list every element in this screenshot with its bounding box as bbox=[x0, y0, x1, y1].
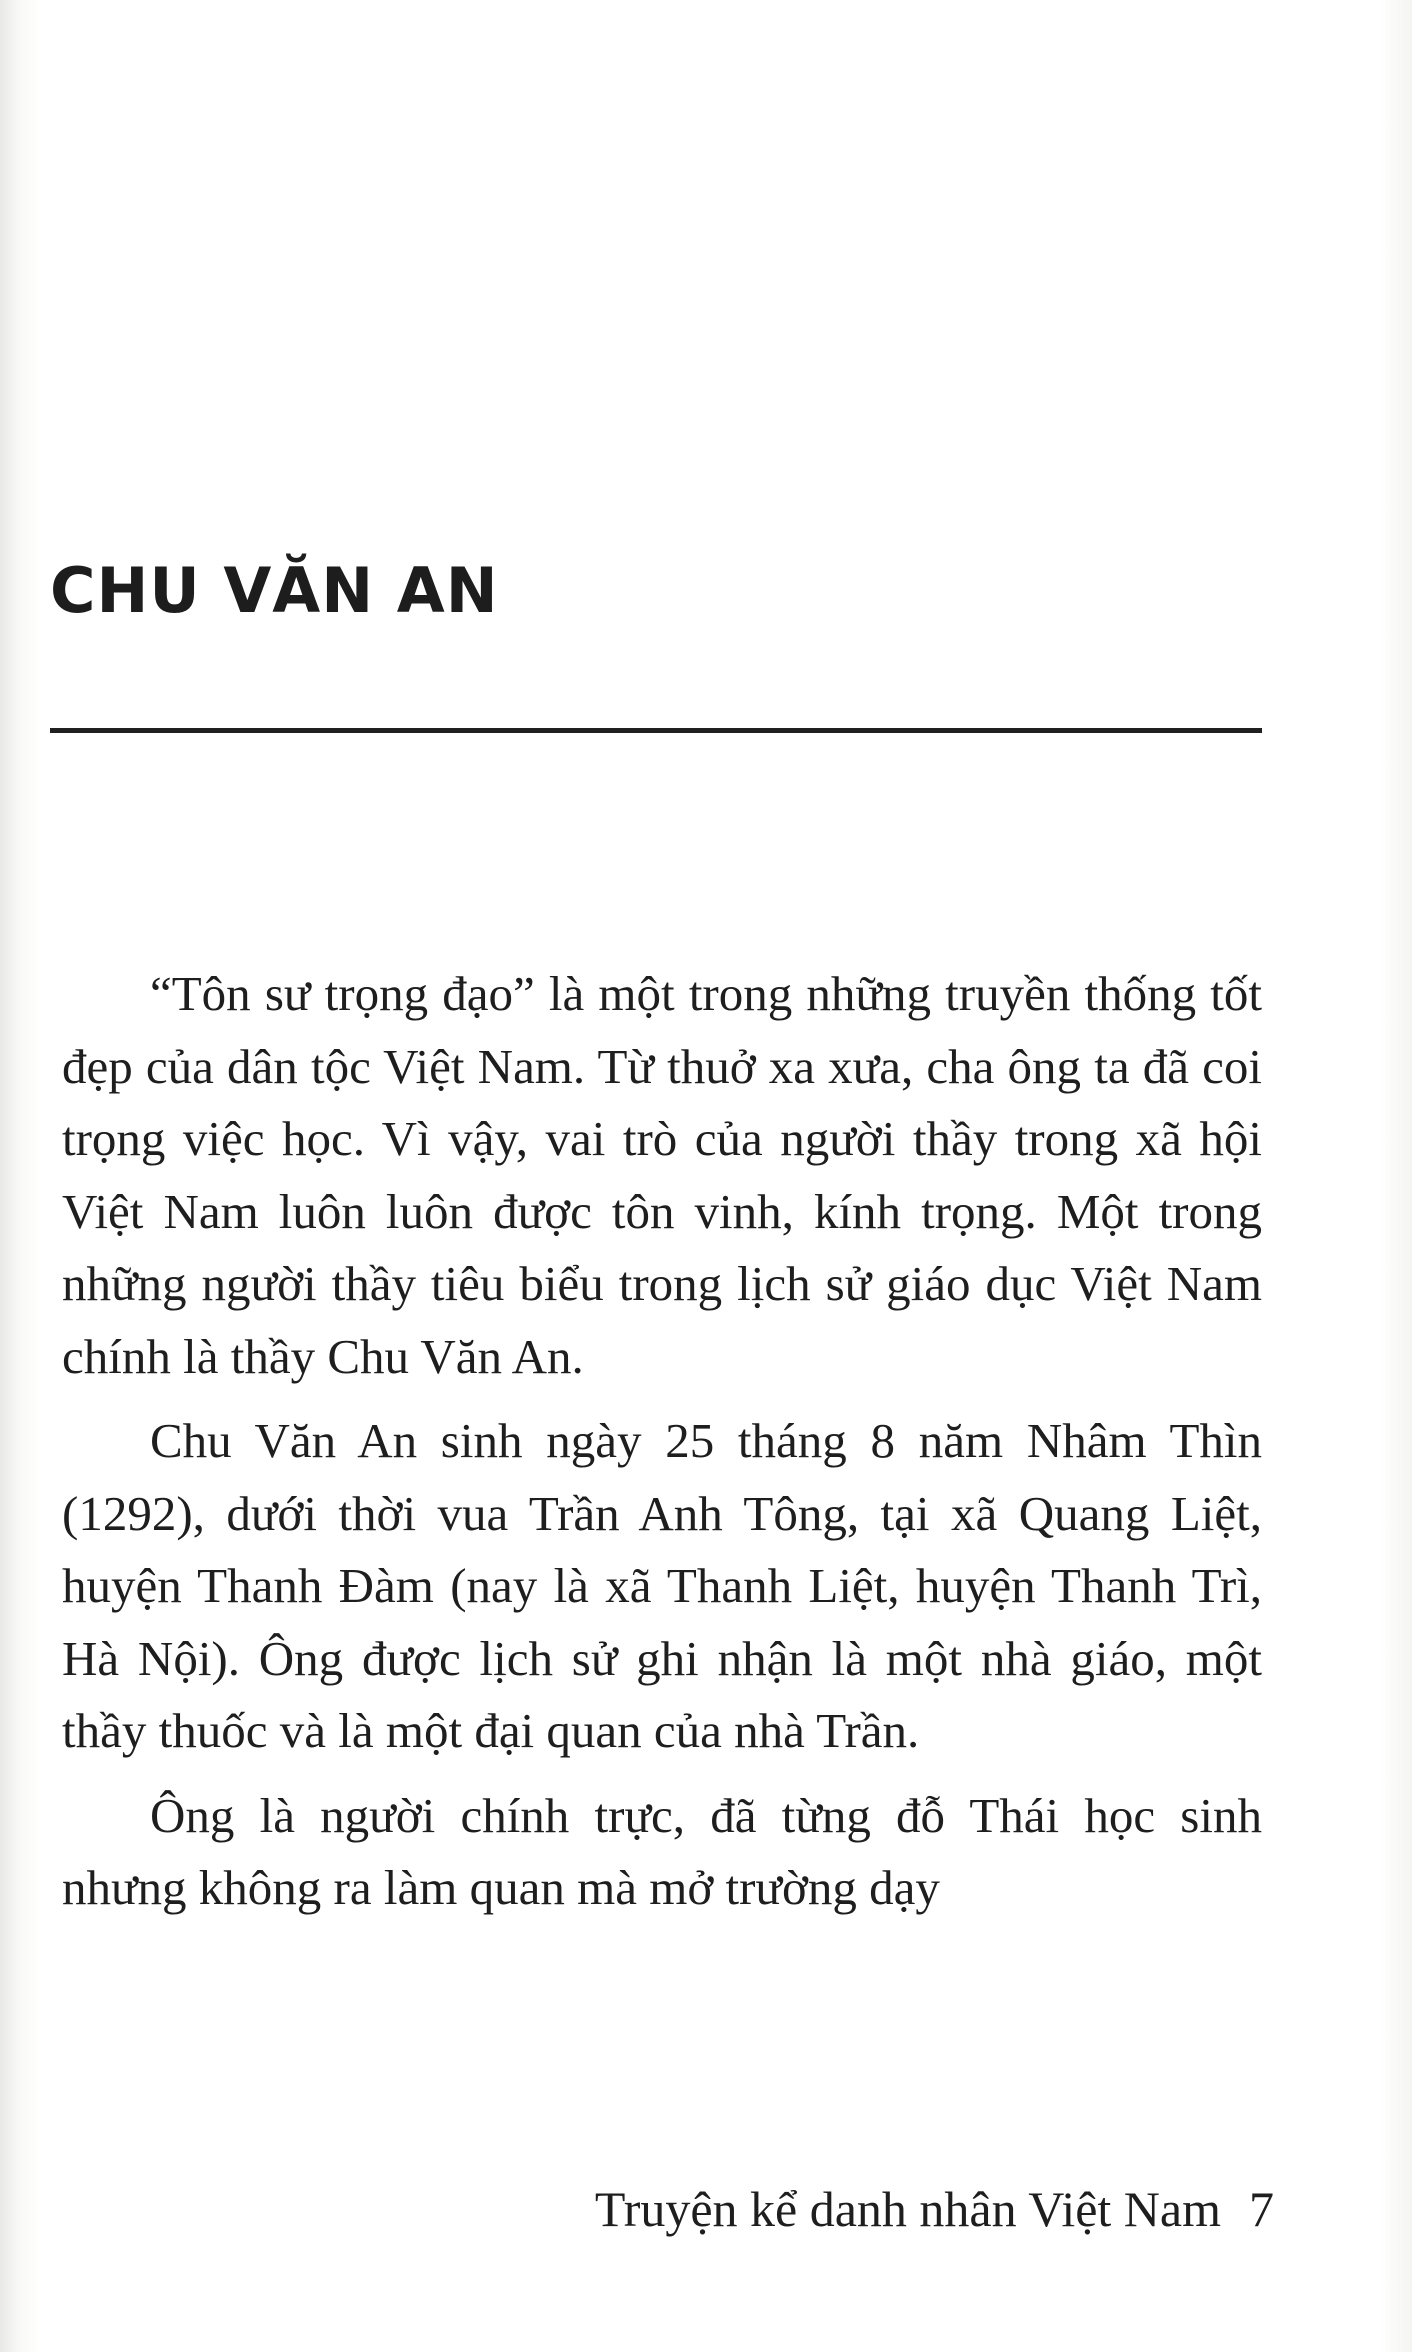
page-footer bbox=[595, 2180, 1274, 2238]
paragraph-1: “Tôn sư trọng đạo” là một trong những truyền thống tốt đẹp của dân tộc Việt Nam. Từ thuở xa xưa, cha ông ta đã coi trọng việc học. Vì vậy, vai trò của người thầy trong xã hội Việt Nam luôn luôn được tôn vinh, kính trọng. Một trong những người thầy tiêu biểu trong lịch sử giáo dục Việt Nam chính là thầy Chu Văn An. bbox=[62, 966, 1262, 1384]
title-divider bbox=[50, 728, 1262, 733]
chapter-title: CHU VĂN AN bbox=[50, 554, 499, 627]
body-text bbox=[62, 958, 1262, 1937]
running-footer-title: Truyện kể danh nhân Việt Nam bbox=[594, 2181, 1221, 2237]
paragraph-2: Chu Văn An sinh ngày 25 tháng 8 năm Nhâm Thìn (1292), dưới thời vua Trần Anh Tông, tại xã Quang Liệt, huyện Thanh Đàm (nay là xã Thanh Liệt, huyện Thanh Trì, Hà Nội). Ông được lịch sử ghi nhận là một nhà giáo, một thầy thuốc và là một đại quan của nhà Trần. bbox=[62, 1413, 1262, 1758]
paragraph-3: Ông là người chính trực, đã từng đỗ Thái học sinh nhưng không ra làm quan mà mở trường dạy bbox=[62, 1787, 1262, 1915]
page-number: 7 bbox=[1249, 2181, 1274, 2237]
